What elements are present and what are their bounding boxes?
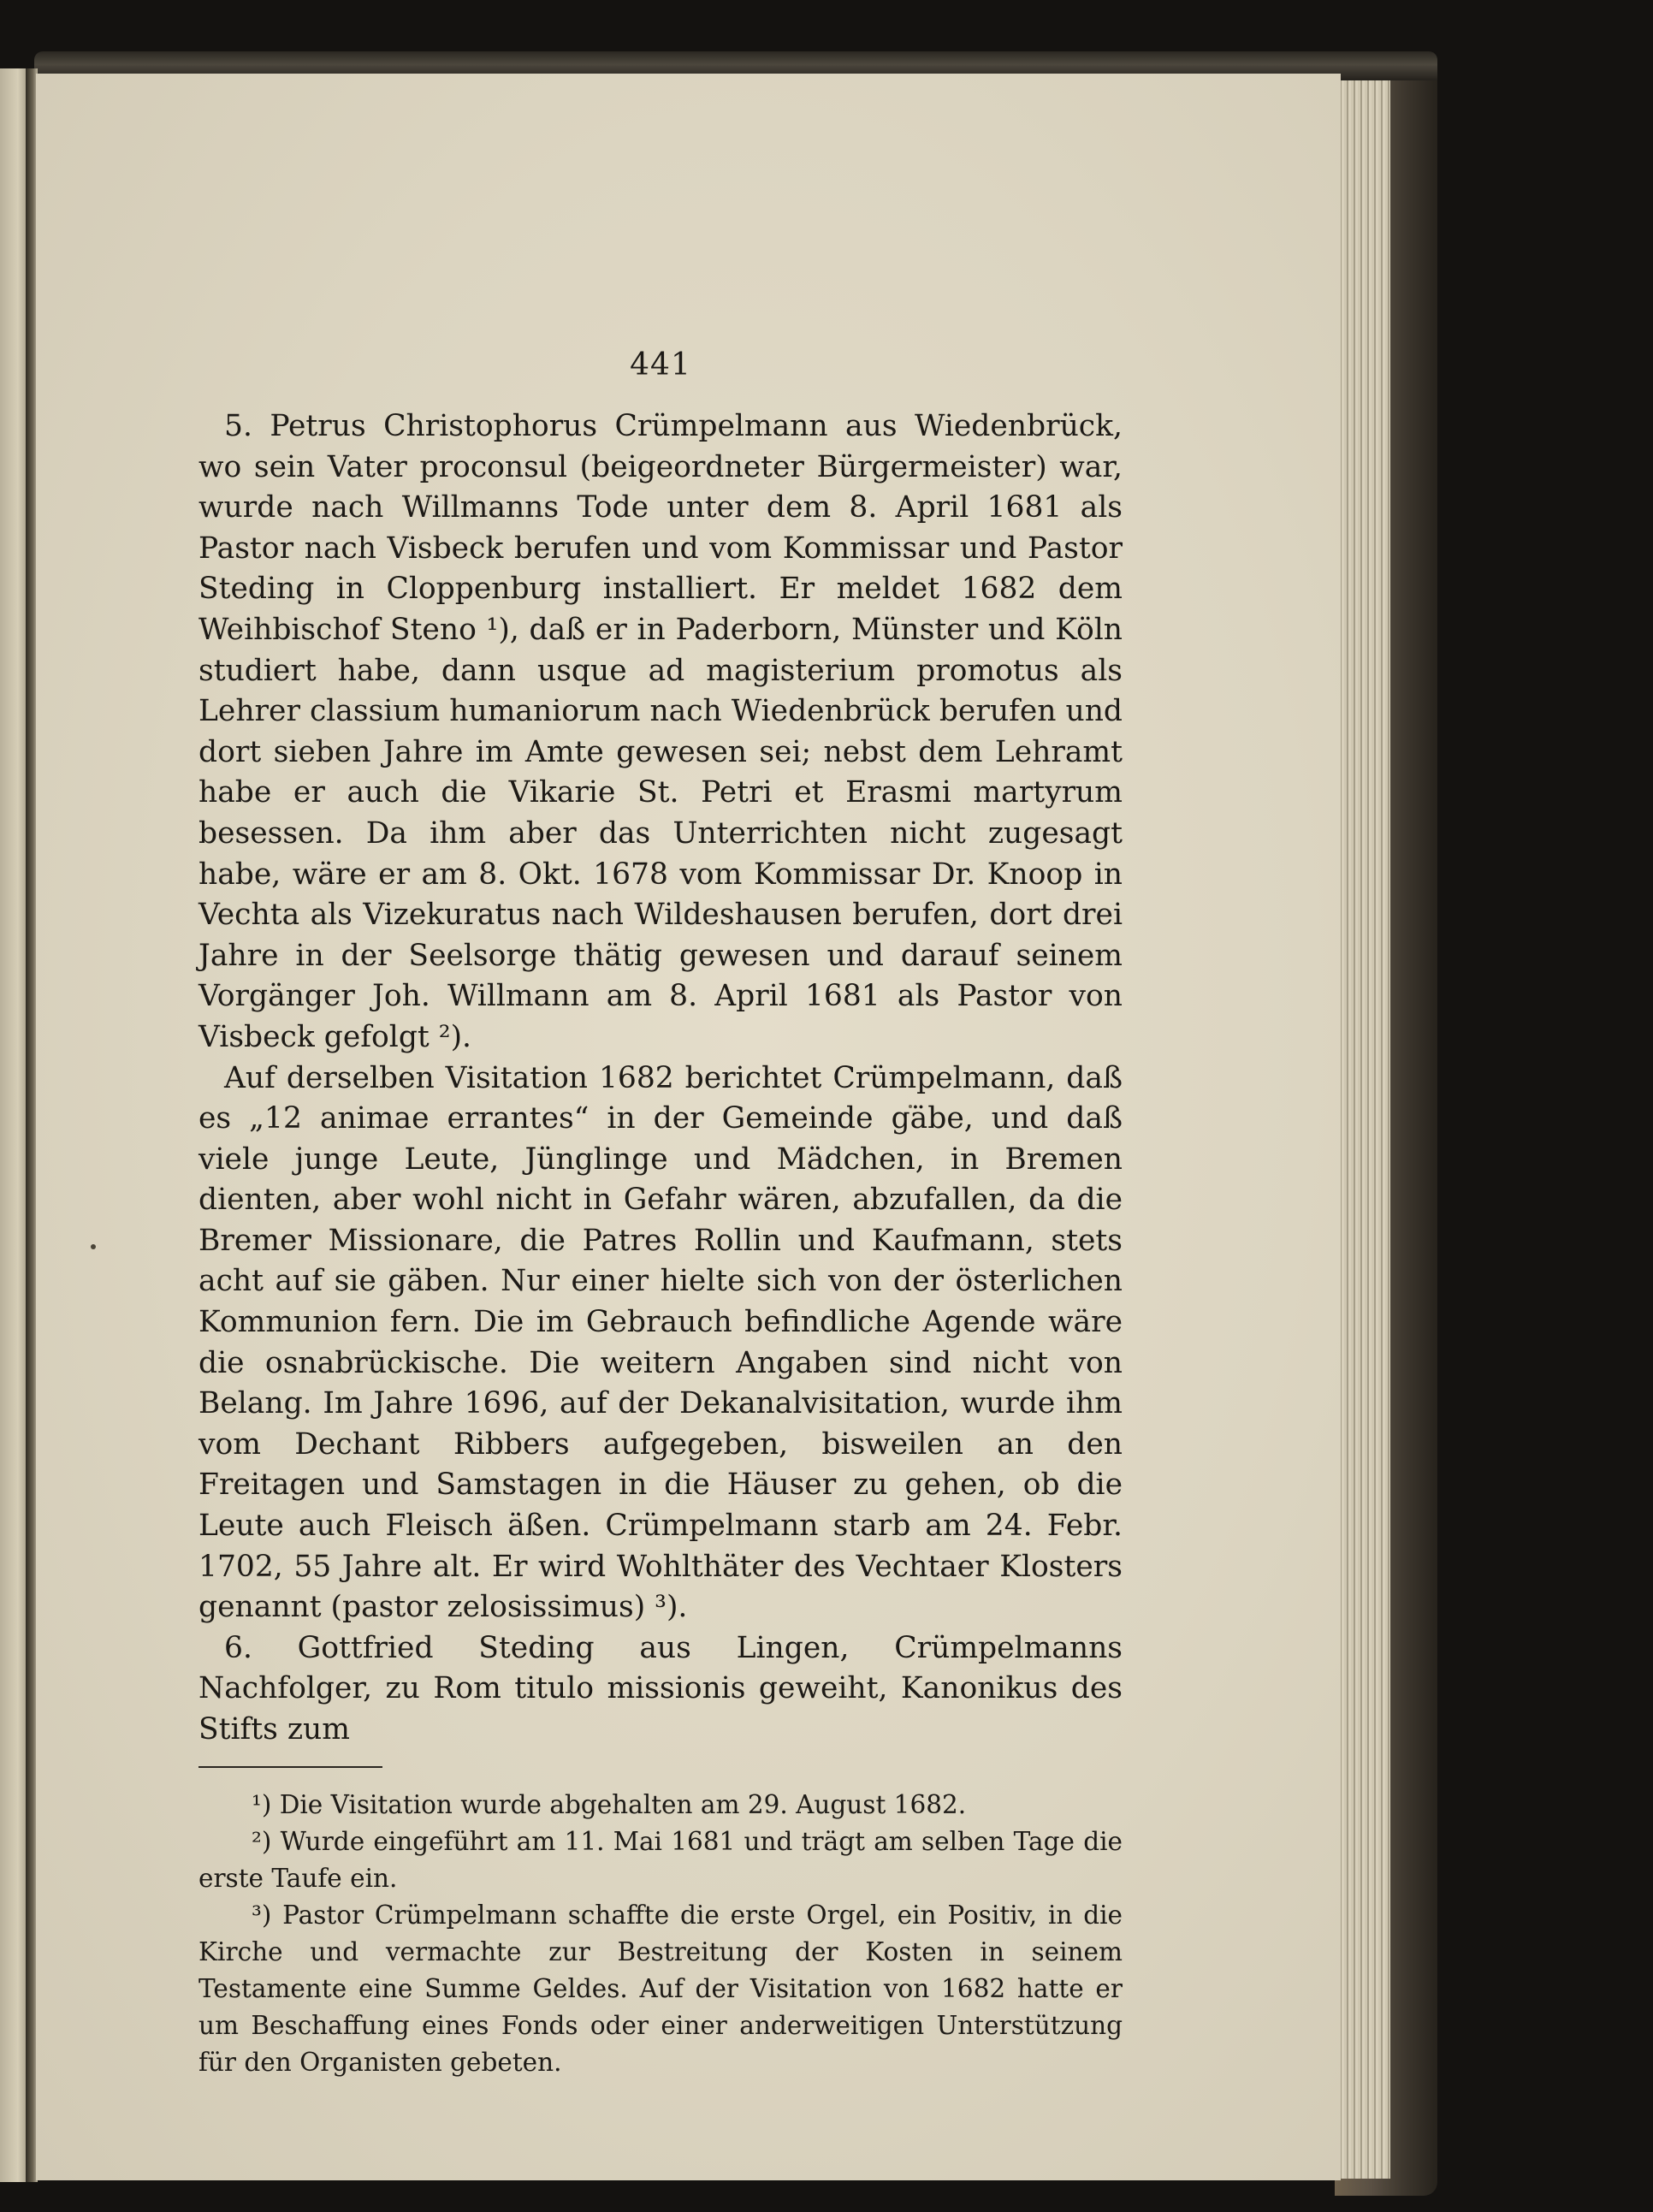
book-page — [36, 74, 1341, 2180]
footnote-2: ²) Wurde eingeführt am 11. Mai 1681 und trägt am selben Tage die erste Taufe ein. — [198, 1826, 1123, 1893]
paragraph-5-petrus-christophorus: 5. Petrus Christophorus Crümpelmann aus Wiedenbrück, wo sein Vater proconsul (beigeordneter Bürgermeister) war, wurde nach Willmanns Tode unter dem 8. April 1681 als Pastor nach Visbeck berufen und vom Kommissar und Pastor Steding in Cloppenburg installiert. Er meldet 1682 dem Weihbischof Steno ¹), daß er in Paderborn, Münster und Köln studiert habe, dann usque ad magisterium promotus als Lehrer classium humaniorum nach Wiedenbrück berufen und dort sieben Jahre im Amte gewesen sei; nebst dem Lehramt habe er auch die Vikarie St. Petri et Erasmi martyrum besessen. Da ihm aber das Unterrichten nicht zugesagt habe, wäre er am 8. Okt. 1678 vom Kommissar Dr. Knoop in Vechta als Vizekuratus nach Wildeshausen berufen, dort drei Jahre in der Seelsorge thätig gewesen und darauf seinem Vorgänger Joh. Willmann am 8. April 1681 als Pastor von Visbeck gefolgt ²). — [198, 409, 1123, 1054]
paragraph-6-gottfried-steding: 6. Gottfried Steding aus Lingen, Crümpelmanns Nachfolger, zu Rom titulo missionis geweiht, Kanonikus des Stifts zum — [198, 1630, 1123, 1746]
paragraph-visitation-1682: Auf derselben Visitation 1682 berichtet Crümpelmann, daß es „12 animae errantes“ in der Gemeinde gäbe, und daß viele junge Leute, Jünglinge und Mädchen, in Bremen dienten, aber wohl nicht in Gefahr wären, abzufallen, da die Bremer Missionare, die Patres Rollin und Kaufmann, stets acht auf sie gäben. Nur einer hielte sich von der österlichen Kommunion fern. Die im Gebrauch befindliche Agende wäre die osnabrückische. Die weitern Angaben sind nicht von Belang. Im Jahre 1696, auf der Dekanalvisitation, wurde ihm vom Dechant Ribbers aufgegeben, bisweilen an den Freitagen und Samstagen in die Häuser zu gehen, ob die Leute auch Fleisch äßen. Crümpelmann starb am 24. Febr. 1702, 55 Jahre alt. Er wird Wohlthäter des Vechtaer Klosters genannt (pastor zelosissimus) ³). — [198, 1060, 1123, 1625]
footnote-1: ¹) Die Visitation wurde abgehalten am 29. August 1682. — [252, 1789, 967, 1819]
page-speck — [91, 1244, 96, 1249]
text-block — [198, 305, 1123, 2081]
footnote-3: ³) Pastor Crümpelmann schaffte die erste Orgel, ein Positiv, in die Kirche und vermachte zur Bestreitung der Kosten in seinem Testamente eine Summe Geldes. Auf der Visitation von 1682 hatte er um Beschaffung eines Fonds oder einer anderweitigen Unterstützung für den Organisten gebeten. — [198, 1900, 1123, 2077]
footnote-divider — [198, 1766, 382, 1768]
page-number: 441 — [630, 347, 691, 383]
